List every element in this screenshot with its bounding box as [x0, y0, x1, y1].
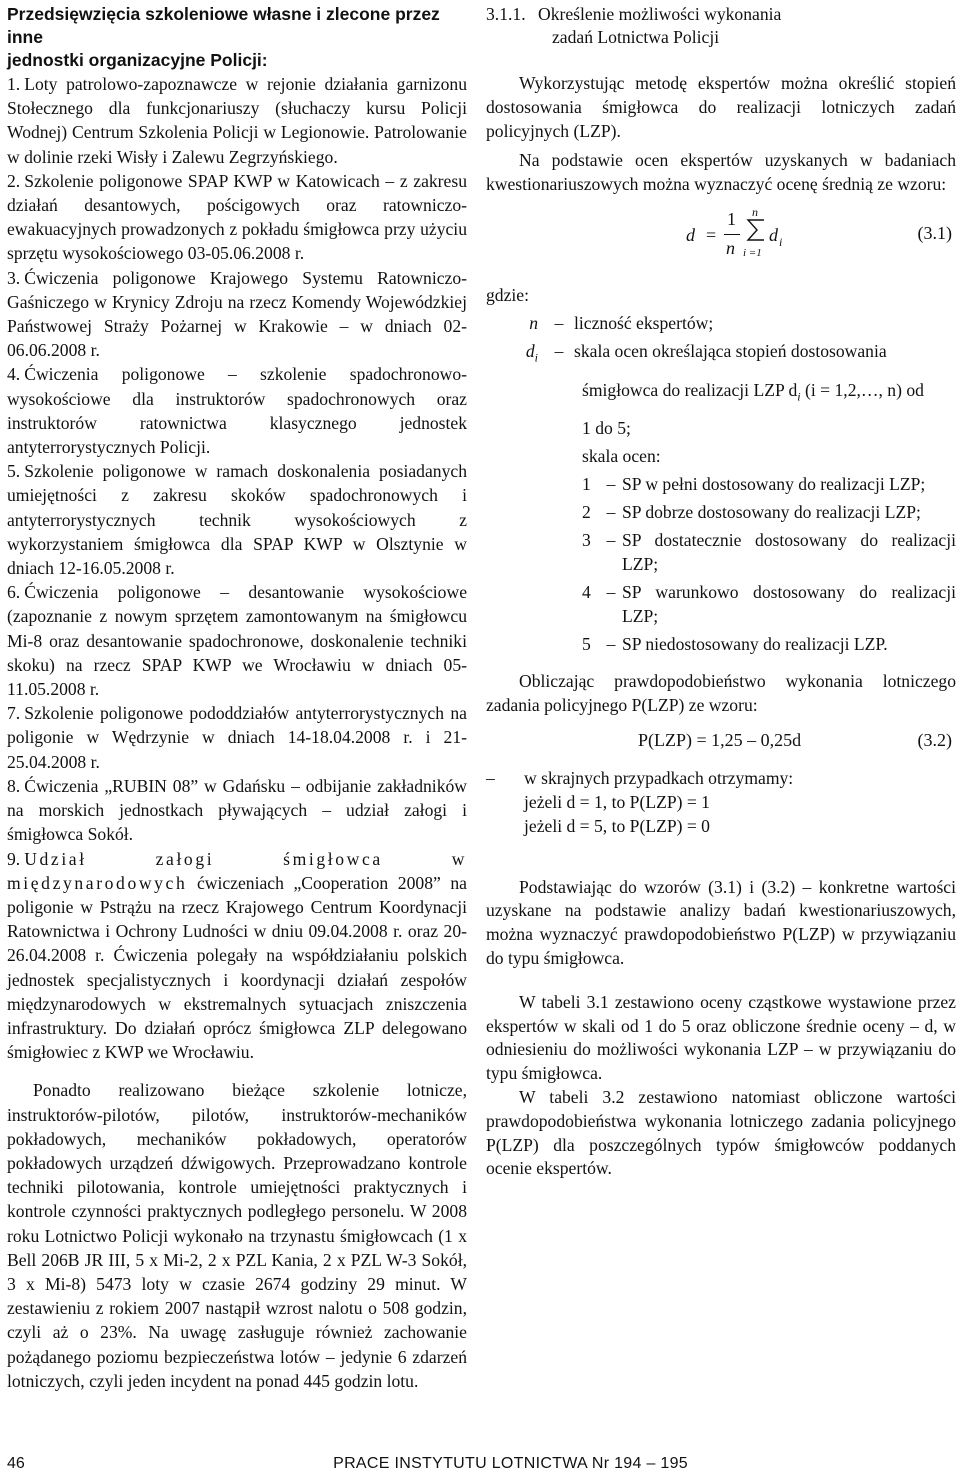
left-column: [7, 3, 467, 1393]
where-label: gdzie:: [486, 284, 529, 305]
definition-continuation-text: śmigłowca do realizacji LZP d: [582, 379, 798, 400]
list-item-text: Ćwiczenia „RUBIN 08” w Gdańsku – odbijanie zakładników na morskich jednostkach pływających – udział załogi i śmigłowca Sokół.: [7, 775, 467, 845]
scale-dash: –: [606, 634, 616, 655]
definitions-block: [486, 283, 956, 656]
scale-dash: –: [606, 582, 616, 603]
list-item-text: Szkolenie poligonowe w ramach doskonalenia posiadanych umiejętności z zakresu skoków spadochronowych i antyterrorystycznych technik wysokościowych z wykorzystaniem śmigłowca dla SPAP KWP w Olsztynie w dniach 12-16.05.2008 r.: [7, 461, 467, 579]
paragraph-3: Obliczając prawdopodobieństwo wykonania lotniczego zadania policyjnego P(LZP) ze wzoru:: [486, 671, 956, 715]
case-1: jeżeli d = 1, to P(LZP) = 1: [524, 791, 710, 812]
list-item-number: 7.: [7, 703, 21, 724]
list-item-text: Szkolenie poligonowe SPAP KWP w Katowicach – z zakresu działań desantowych, pościgowych oraz ratowniczo-ewakuacyjnych prowadzonych z pokładu śmigłowca przy użyciu sprzętu wysokościowego 03-05.06.2008 r.: [7, 170, 467, 264]
scale-row-5: [582, 632, 956, 656]
scale-label: skala ocen:: [582, 446, 661, 467]
list-item-text: Ćwiczenia poligonowe – desantowanie wysokościowe (zapoznanie z nowym sprzętem zamontowanym na śmigłowcu Mi-8 oraz desantowanie spadochronowe, doskonalenie techniki skoku) na rzecz SPAP KWP we Wrocławiu w dniach 05-11.05.2008 r.: [7, 582, 467, 700]
definition-dash: –: [554, 340, 564, 361]
definition-text: skala ocen określająca stopień dostosowania: [574, 340, 887, 361]
scale-dash: –: [606, 474, 616, 495]
sum-icon: [745, 218, 767, 242]
definition-symbol-sub: i: [534, 350, 538, 365]
journal-title: PRACE INSTYTUTU LOTNICTWA Nr 194 – 195: [333, 1455, 688, 1472]
right-column: [486, 3, 956, 1181]
list-item-3: [7, 266, 467, 363]
fraction-bar: [724, 234, 740, 235]
definition-row: [486, 339, 956, 370]
scale-text: SP dobrze dostosowany do realizacji LZP;: [622, 502, 921, 523]
list-item-spaced-text: Udział załogi śmigłowca w międzynarodowych: [7, 848, 467, 893]
definition-continuation-sub: i: [797, 389, 801, 404]
paragraph-2: Na podstawie ocen ekspertów uzyskanych w badaniach kwestionariuszowych można wyznaczyć ocenę średnią ze wzoru:: [486, 150, 956, 195]
formula-summand: d: [769, 224, 778, 245]
list-item-2: [7, 169, 467, 266]
formula-numerator: 1: [727, 208, 736, 229]
page-footer: [0, 1452, 960, 1476]
subsection-title-line1: Określenie możliwości wykonania: [538, 4, 782, 24]
scale-text: SP niedostosowany do realizacji LZP.: [622, 634, 888, 655]
list-item-number: 8.: [7, 775, 21, 796]
paragraph-6: W tabeli 3.2 zestawiono natomiast obliczone wartości prawdopodobieństwa wykonania lotniczego zadania policyjnego P(LZP) dla poszczególnych typów śmigłowców poddanych ocenie ekspertów.: [486, 1086, 956, 1179]
scale-value: 2: [582, 502, 591, 523]
subsection-heading: [486, 3, 956, 49]
definition-continuation: [582, 378, 956, 409]
definition-dash: –: [554, 312, 564, 333]
formula-3-2: [486, 728, 956, 758]
scale-dash: –: [606, 502, 616, 523]
case-2: jeżeli d = 5, to P(LZP) = 0: [524, 815, 710, 836]
definition-range: 1 do 5;: [582, 418, 631, 439]
scale-value: 1: [582, 474, 591, 495]
list-item-text: ćwiczeniach „Cooperation 2008” na poligonie w Pstrążu na rzecz Krajowego Centrum Koordynacji Ratownictwa i Ochrony Ludności w dniu 09.04.2008 r. oraz 20-26.04.2008 r. Ćwiczenia polegały na współdziałaniu polskich jednostek specjalistycznych i koordynacji działań zespołów międzynarodowych w ekstremalnych sytuacjach zniszczenia infrastruktury. Do działań oprócz śmigłowca ZLP delegowano śmigłowiec z KWP we Wrocławiu.: [7, 872, 467, 1063]
definition-continuation-tail: (i = 1,2,…, n) od: [800, 379, 924, 400]
scale-text: SP warunkowo dostosowany do realizacji LZP;: [622, 582, 956, 627]
paragraph-4: Podstawiając do wzorów (3.1) i (3.2) – konkretne wartości uzyskane na podstawie analizy badań kwestionariuszowych, można wyznaczyć prawdopodobieństwo P(LZP) w przywiązaniu do typu śmigłowca.: [486, 876, 956, 968]
scale-value: 3: [582, 530, 591, 551]
formula-reference: (3.1): [917, 222, 952, 243]
definition-symbol-main: d: [525, 340, 535, 361]
list-item-number: 6.: [7, 582, 21, 603]
scale-dash: –: [606, 530, 616, 551]
formula-reference: (3.2): [917, 729, 952, 750]
list-item-number: 5.: [7, 461, 21, 482]
sum-lower-limit: i =1: [743, 246, 762, 259]
list-item-number: 9.: [7, 848, 21, 869]
list-item-number: 4.: [7, 364, 21, 385]
formula-equals: =: [706, 224, 717, 245]
scale-row-1: [582, 472, 956, 496]
list-item-text: Szkolenie poligonowe pododdziałów antyterrorystycznych na poligonie w Wędrzynie w dniach 14-18.04.2008 r. i 21-25.04.2008 r.: [7, 703, 467, 772]
list-item-6: [7, 580, 467, 701]
extreme-cases: [486, 766, 956, 838]
scale-row-3: [582, 528, 956, 576]
list-item-text: Ćwiczenia poligonowe – szkolenie spadochronowo-wysokościowe dla instruktorów spadochronowych oraz instruktorów ratownictwa klasycznego jednostek antyterrorystycznych Policji.: [7, 364, 467, 458]
closing-paragraph: Ponadto realizowano bieżące szkolenie lotnicze, instruktorów-pilotów, pilotów, instruktorów-mechaników pokładowych, mechaników pokładowych, operatorów pokładowych urządzeń dźwigowych. Przeprowadzano kontrole techniki pilotowania, kontrole umiejętności praktycznych i kontrole czynności praktycznych podległego personelu. W 2008 roku Lotnictwo Policji wykonało na trzynastu śmigłowcach (1 x Bell 206B JR III, 5 x Mi-2, 2 x PZL Kania, 2 x PZL W-3 Sokół, 3 x Mi-8) 5473 loty w czasie 2674 godziny 29 minut. W zestawieniu z rokiem 2007 nastąpił wzrost nalotu o 508 godzin, czyli aż o 23%. Na uwagę zasługuje również zachowanie pożądanego poziomu bezpieczeństwa lotów – jedynie 6 zdarzeń lotniczych, czyli jeden incydent na ponad 445 godzin lotu.: [7, 1080, 467, 1391]
formula-summand-subscript: i: [779, 234, 783, 249]
cases-lead-text: w skrajnych przypadkach otrzymamy:: [524, 767, 794, 788]
formula-lhs: d: [686, 224, 695, 245]
formula-expression: P(LZP) = 1,25 – 0,25d: [638, 729, 802, 750]
subsection-number: 3.1.1.: [486, 4, 526, 24]
cases-dash: –: [486, 767, 495, 788]
scale-value: 5: [582, 634, 591, 655]
section-heading-line2: jednostki organizacyjne Policji:: [7, 50, 268, 70]
formula-3-1: [486, 205, 956, 269]
definition-symbol: n: [529, 312, 538, 333]
scale-row-4: [582, 580, 956, 628]
definition-text: liczność ekspertów;: [574, 312, 714, 333]
scale-text: SP w pełni dostosowany do realizacji LZP;: [622, 474, 926, 495]
list-item-5: [7, 459, 467, 580]
cases-lead: [486, 766, 956, 790]
section-heading-line1: Przedsięwzięcia szkoleniowe własne i zlecone przez inne: [7, 4, 440, 47]
formula-denominator: n: [726, 237, 735, 258]
list-item-1: [7, 72, 467, 169]
section-heading: [7, 3, 467, 72]
paragraph-5: W tabeli 3.1 zestawiono oceny cząstkowe wystawione przez ekspertów w skali od 1 do 5 oraz obliczone średnie oceny – d, w odniesieniu do możliwości wykonania LZP – w przywiązaniu do typu śmigłowca.: [486, 991, 956, 1084]
list-item-8: [7, 774, 467, 847]
list-item-text: Loty patrolowo-zapoznawcze w rejonie działania garnizonu Stołecznego dla funkcjonariuszy (słuchaczy kursu Policji Wodnej) Centrum Szkolenia Policji w Legionowie. Patrolowanie w dolinie rzeki Wisły i Zalewu Zegrzyńskiego.: [7, 74, 467, 167]
list-item-number: 3.: [7, 267, 21, 288]
paragraph-1: Wykorzystując metodę ekspertów można określić stopień dostosowania śmigłowca do realizacji lotniczych zadań policyjnych (LZP).: [486, 73, 956, 141]
list-item-7: [7, 701, 467, 774]
list-item-number: 2.: [7, 170, 21, 191]
subsection-title-line2: zadań Lotnictwa Policji: [552, 27, 720, 47]
page-number: 46: [7, 1455, 25, 1472]
sum-upper-limit: n: [752, 204, 758, 219]
scale-row-2: [582, 500, 956, 524]
scale-text: SP dostatecznie dostosowany do realizacji LZP;: [622, 530, 956, 575]
definition-symbol: [486, 339, 544, 370]
list-item-number: 1.: [7, 74, 21, 94]
list-item-4: [7, 362, 467, 459]
list-item-text: Ćwiczenia poligonowe Krajowego Systemu Ratowniczo-Gaśniczego w Krynicy Zdroju na rzecz Komendy Wojewódzkiej Państwowej Straży Pożarnej w Krakowie – w dniach 02-06.06.2008 r.: [7, 267, 467, 361]
scale-value: 4: [582, 582, 591, 603]
definition-row: [486, 311, 956, 335]
list-item-9: [7, 847, 467, 1065]
